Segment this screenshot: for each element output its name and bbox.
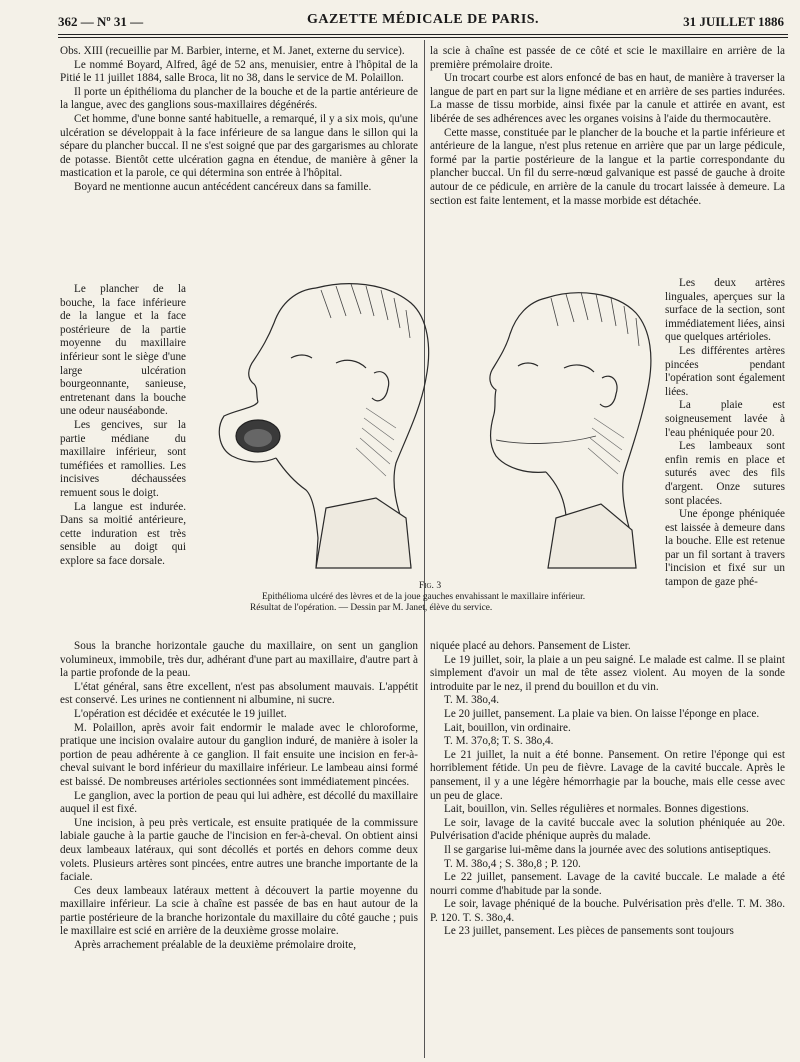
left-column-bottom: [60, 640, 418, 953]
paragraph: Cet homme, d'une bonne santé habituelle, a remarqué, il y a six mois, qu'une ulcération se développait à la face inférieure de sa langue dans le sillon qui la sépare du plancher buccal. Il ne s'est soigné que par des gargarismes au chlorate de potasse. Bientôt cette ulcération gagna en étendue, de manière à gêner la mastication et la parole, ce qui détermina son entrée à l'hôpital.: [60, 112, 418, 180]
header-rule-thin: [58, 37, 788, 38]
page-header: [58, 10, 788, 32]
patient-portraits-illustration: [196, 268, 658, 578]
paragraph: Ces deux lambeaux latéraux mettent à découvert la partie moyenne du maxillaire inférieur. La scie à chaîne est passée de bas en haut autour de la partie postérieure de la branche horizontale du maxillaire du côté gauche ; puis le maxillaire est scié en arrière de la deuxième grosse molaire.: [60, 884, 418, 938]
paragraph: Le ganglion, avec la portion de peau qui lui adhère, est décollé du maxillaire auquel il est fixé.: [60, 789, 418, 816]
paragraph: L'opération est décidée et exécutée le 19 juillet.: [74, 707, 287, 720]
shade-hatching: [356, 408, 396, 476]
paragraph: Le 21 juillet, la nuit a été bonne. Pansement. On retire l'éponge qui est horriblement fétide. Un peu de fièvre. Lavage de la cavité buccale. Après le pansement, il y a une légère hémorrhagie par la bouche, mais elle cesse avec un peu de glace.: [430, 748, 785, 802]
paragraph: T. M. 38o,4.: [444, 694, 500, 707]
page-number: 362 — Nº 31 —: [58, 14, 144, 29]
hair-hatching: [551, 292, 639, 346]
issue-date: 31 JUILLET 1886: [683, 14, 784, 29]
portrait-after-operation: [490, 292, 651, 568]
paragraph: Après arrachement préalable de la deuxième prémolaire droite,: [74, 939, 357, 952]
paragraph: Les lambeaux sont enfin remis en place et suturés avec des fils d'argent. Onze sutures sont placées.: [665, 440, 785, 507]
paragraph: Sous la branche horizontale gauche du maxillaire, on sent un ganglion volumineux, immobile, très dur, adhérant d'une part au maxillaire, d'autre part à la partie profonde de la peau.: [60, 640, 418, 680]
paragraph: Les gencives, sur la partie médiane du maxillaire inférieur, sont tuméfiées et ramollies. Les incisives déchaussées remuent sous le doigt.: [60, 418, 186, 499]
paragraph: Une incision, à peu près verticale, est ensuite pratiquée de la commissure labiale gauche à la partie gauche de l'incision en fer-à-cheval. On obtient ainsi deux lambeaux latéraux, qui sont décollés et portés en dehors comme deux volets. Plusieurs artères sont pincées, entre autres une branche importante de la faciale.: [60, 816, 418, 884]
paragraph: Le 20 juillet, pansement. La plaie va bien. On laisse l'éponge en place.: [444, 707, 760, 720]
paragraph: T. M. 37o,8; T. S. 38o,4.: [444, 735, 554, 748]
paragraph: Les deux artères linguales, aperçues sur la surface de la section, sont immédiatement liées, ainsi que quelques artérioles.: [665, 277, 785, 344]
portrait-before-operation: [219, 284, 428, 568]
paragraph: Il porte un épithélioma du plancher de la bouche et de la partie antérieure de la langue, avec des ganglions sous-maxillaires dégénérés.: [60, 85, 418, 112]
paragraph: Il se gargarise lui-même dans la journée avec des solutions antiseptiques.: [444, 843, 771, 856]
right-column-bottom: [430, 640, 785, 939]
journal-title: GAZETTE MÉDICALE DE PARIS.: [306, 12, 540, 27]
paragraph: Lait, bouillon, vin. Selles régulières et normales. Bonnes digestions.: [444, 803, 749, 816]
left-column-narrow: [60, 283, 186, 568]
header-rule: [58, 34, 788, 35]
paragraph: Le 19 juillet, soir, la plaie a un peu saigné. Le malade est calme. Il se plaint simplement d'avoir un mal de tête assez violent. Au moyen de la sonde introduite par le nez, il prend du bouillon et du vin.: [430, 653, 785, 693]
paragraph: Le nommé Boyard, Alfred, âgé de 52 ans, menuisier, entre à l'hôpital de la Pitié le 11 juillet 1884, salle Broca, lit no 38, dans le service de M. Polaillon.: [60, 58, 418, 85]
paragraph: M. Polaillon, après avoir fait endormir le malade avec le chloroforme, pratique une incision ovalaire autour du ganglion induré, de manière à isoler la portion de peau adhérente à ce ganglion. Il fait ensuite une incision en fer-à-cheval suivant le bord inférieur du maxillaire inférieur. Le lambeau ainsi formé est baissé. De nombreuses artérioles sectionnées sont immédiatement pincées.: [60, 721, 418, 788]
paragraph: niquée placé au dehors. Pansement de Lister.: [430, 640, 631, 652]
figure-caption: [250, 580, 610, 614]
paragraph: La plaie est soigneusement lavée à l'eau phéniquée pour 20.: [665, 399, 785, 439]
paragraph: L'état général, sans être excellent, n'est pas absolument mauvais. L'appétit est conservé. Les urines ne contiennent ni albumine, ni sucre.: [60, 680, 418, 707]
paragraph: Un trocart courbe est alors enfoncé de bas en haut, de manière à traverser la langue de part en part sur la ligne médiane et en arrière de ses parties indurées. La masse de tissu morbide, ainsi fixée par la canule et attirée en avant, est libérée de ses adhérences avec les organes voisins à l'aide du thermocautère.: [430, 72, 785, 125]
paragraph: Le 23 juillet, pansement. Les pièces de pansements sont toujours: [444, 925, 734, 938]
paragraph: Le 22 juillet, pansement. Lavage de la cavité buccale. Le malade a été nourri comme d'habitude par la sonde.: [430, 871, 785, 897]
right-column-top: [430, 45, 785, 208]
paragraph: Lait, bouillon, vin ordinaire.: [444, 721, 571, 734]
hair-hatching: [321, 284, 410, 338]
right-column-narrow: [665, 277, 785, 590]
paragraph: la scie à chaîne est passée de ce côté et scie le maxillaire en arrière de la première prémolaire droite.: [430, 45, 785, 71]
paragraph: Le plancher de la bouche, la face inférieure de la langue et la face postérieure de la partie moyenne du maxillaire inférieur sont le siège d'une large ulcération bourgeonnante, sanieuse, entretenant dans la bouche une odeur nauséabonde.: [60, 283, 186, 418]
paragraph: Boyard ne mentionne aucun antécédent cancéreux dans sa famille.: [74, 180, 372, 193]
paragraph: Une éponge phéniquée est laissée à demeure dans la bouche. Elle est retenue par un fil sortant à travers l'incision et fixé sur un tampon de gaze phé-: [665, 508, 785, 589]
paragraph: Le soir, lavage phéniqué de la bouche. Pulvérisation près d'elle. T. M. 38o. P. 120. T. S. 38o,4.: [430, 898, 785, 924]
paragraph: Cette masse, constituée par le plancher de la bouche et la partie inférieure et antérieure de la langue, n'est plus retenue en arrière que par un large pédicule, formé par la partie postérieure de la langue et la partie correspondante du plancher buccal. Un fil du serre-nœud galvanique est passé de gauche à droite autour de ce pédicule, en arrière de la canule du trocart laissée à demeure. La section est faite lentement, et la masse morbide est détachée.: [430, 126, 785, 207]
paragraph: Les différentes artères pincées pendant l'opération sont également liées.: [665, 344, 785, 398]
paragraph: La langue est indurée. Dans sa moitié antérieure, cette induration est très sensible au doigt qui explore sa face dorsale.: [60, 500, 186, 567]
paragraph: T. M. 38o,4 ; S. 38o,8 ; P. 120.: [444, 857, 581, 870]
paragraph: Le soir, lavage de la cavité buccale avec la solution phéniquée au 20e. Pulvérisation d'acide phénique auprès du malade.: [430, 816, 785, 843]
left-column-top: [60, 45, 418, 195]
shade-hatching: [588, 418, 624, 474]
figure-caption-text: Epithélioma ulcéré des lèvres et de la joue gauches envahissant le maxillaire inférieur. Résultat de l'opération. — Dessin par M. Janet, élève du service.: [250, 592, 586, 613]
observation-heading: Obs. XIII (recueillie par M. Barbier, interne, et M. Janet, externe du service).: [60, 45, 405, 57]
figure-number: Fig. 3: [418, 580, 442, 591]
